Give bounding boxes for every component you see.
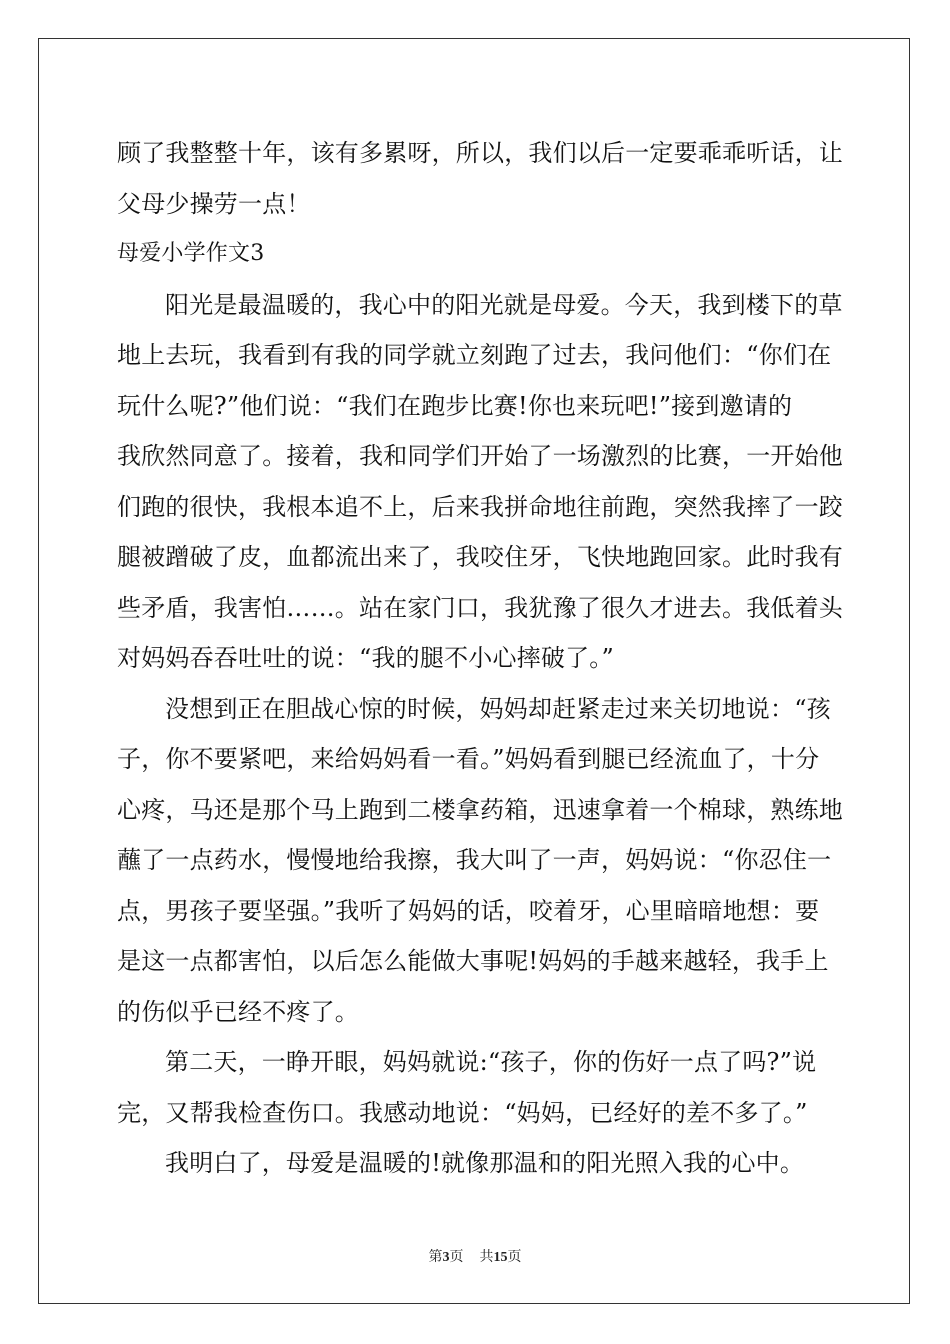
text-line: 子，你不要紧吧，来给妈妈看一看。”妈妈看到腿已经流血了，十分	[117, 745, 820, 773]
paragraph-start-line: 阳光是最温暖的，我心中的阳光就是母爱。今天，我到楼下的草	[165, 290, 843, 319]
text-line: 心疼，马还是那个马上跑到二楼拿药箱，迅速拿着一个棉球，熟练地	[117, 795, 843, 824]
paragraph-start-line: 我明白了，母爱是温暖的!就像那温和的阳光照入我的心中。	[165, 1149, 805, 1177]
text-line: 是这一点都害怕，以后怎么能做大事呢!妈妈的手越来越轻，我手上	[117, 947, 829, 975]
paragraph-start-line: 没想到正在胆战心惊的时候，妈妈却赶紧走过来关切地说：“孩	[165, 694, 831, 723]
text-line: 腿被蹭破了皮，血都流出来了，我咬住牙，飞快地跑回家。此时我有	[117, 543, 843, 571]
text-line: 些矛盾，我害怕……。站在家门口，我犹豫了很久才进去。我低着头	[117, 593, 843, 622]
section-title: 母爱小学作文3	[117, 241, 265, 266]
document-body	[117, 128, 843, 1189]
footer-prefix: 第	[428, 1249, 443, 1265]
text-line: 玩什么呢?”他们说：“我们在跑步比赛!你也来玩吧!”接到邀请的	[117, 391, 793, 420]
footer-total-suffix: 页	[507, 1249, 522, 1265]
current-page-number: 3	[442, 1250, 450, 1265]
text-line: 们跑的很快，我根本追不上，后来我拼命地往前跑，突然我摔了一跤	[117, 492, 843, 521]
text-line: 父母少操劳一点！	[117, 189, 311, 218]
text-line: 地上去玩，我看到有我的同学就立刻跑了过去，我问他们：“你们在	[117, 341, 832, 369]
text-line: 点，男孩子要坚强。”我听了妈妈的话，咬着牙，心里暗暗地想：要	[117, 896, 820, 925]
text-line: 顾了我整整十年，该有多累呀，所以，我们以后一定要乖乖听话，让	[117, 139, 843, 167]
footer-total-prefix: 共	[479, 1249, 494, 1265]
paragraph-start-line: 第二天，一睁开眼，妈妈就说:“孩子，你的伤好一点了吗?”说	[165, 1048, 817, 1076]
text-line: 对妈妈吞吞吐吐的说：“我的腿不小心摔破了。”	[117, 644, 614, 672]
text-line: 的伤似乎已经不疼了。	[117, 997, 359, 1026]
text-line: 完，又帮我检查伤口。我感动地说：“妈妈，已经好的差不多了。”	[117, 1098, 808, 1127]
text-line: 蘸了一点药水，慢慢地给我擦，我大叫了一声，妈妈说：“你忍住一	[117, 846, 832, 874]
footer-page-suffix: 页	[449, 1249, 464, 1265]
page-footer	[0, 1246, 950, 1266]
total-page-count: 15	[493, 1250, 508, 1265]
text-line: 我欣然同意了。接着，我和同学们开始了一场激烈的比赛，一开始他	[117, 442, 843, 470]
